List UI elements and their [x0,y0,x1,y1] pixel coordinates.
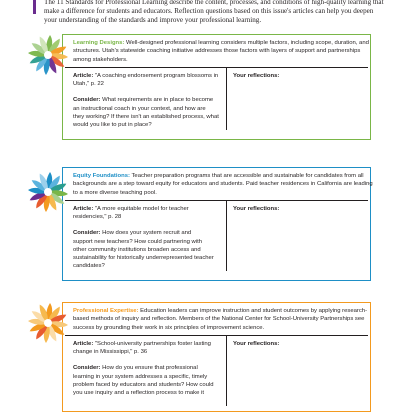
consider-label: Consider: [73,97,101,104]
standard-name: Professional Expertise: [73,308,139,314]
standard-text: Well-designed professional learning considers multiple factors, including scope, duration, and [124,40,369,46]
article-label: Article: [73,340,94,347]
article-cell [65,201,227,271]
standard-description [63,35,370,67]
standard-name: Learning Designs: [73,40,125,46]
equity-foundations-emblem-icon [25,169,71,215]
standard-box [62,167,371,281]
reflections-cell[interactable] [227,336,368,348]
standard-text: to a more diverse teaching pool. [73,189,157,196]
reflection-grid [65,200,368,271]
consider-label: Consider: [73,365,101,372]
standard-description [63,303,370,335]
standard-text: Education leaders can improve instruction and student outcomes by applying research- [138,308,368,314]
standard-text: success by grounding their work in six principles of improvement science. [73,324,265,331]
standard-text: structures. Utah's statewide coaching initiative addresses those factors with layers of support and partnerships [73,48,361,55]
standard-text: backgrounds are a step toward equity for educators and students. Paid teacher residences in California are leading [73,181,373,188]
consider-text: candidates? [73,263,105,270]
consider-text: How do you ensure that professional [100,365,198,372]
dropcap-t [30,0,38,14]
intro-line: your understanding of the standards and improve your professional learning. [44,16,262,25]
standard-box [62,302,371,412]
article-label: Article: [73,205,94,212]
reflection-grid [65,335,368,406]
standard-name: Equity Foundations: [73,173,130,179]
article-title: "A coaching endorsement program blossoms in [93,72,219,79]
consider-text: What requirements are in place to become [100,97,214,104]
consider-text: they working? If there isn't an established process, what [73,113,219,120]
reflections-label: Your reflections: [233,340,280,347]
standard-description [63,168,373,200]
consider-text: support new teachers? How could partnering with [73,238,203,245]
standard-box [62,34,371,140]
article-cell [65,336,227,406]
intro-line: make a difference for students and educators. Reflection questions based on this issue's articles can help you deepen [44,7,374,16]
article-title: "School-university partnerships foster lasting [93,340,211,347]
intro-text [44,0,384,26]
consider-text: learning in your system addresses a specific, timely [73,373,208,380]
reflections-label: Your reflections: [233,205,280,212]
consider-text: an instructional coach in your context, and how are [73,105,206,112]
consider-text: problem faced by educators and students? How could [73,381,214,388]
intro [0,0,400,24]
consider-text: other community institutions broaden access and [73,246,201,253]
reflections-cell[interactable] [227,201,368,213]
standard-text: based methods of inquiry and reflection. Members of the National Center for School-University Partnerships see [73,316,365,323]
standard-text: among stakeholders. [73,56,128,63]
consider-text: How does your system recruit and [100,230,192,237]
consider-text: sustainability for historically underrepresented teacher [73,254,214,261]
professional-expertise-emblem-icon [25,300,71,346]
consider-text: would you like to put in place? [73,121,152,128]
reflections-cell[interactable] [227,68,368,80]
reflection-grid [65,67,368,130]
standard-text: Teacher preparation programs that are accessible and sustainable for candidates from all [129,173,364,179]
article-title: change in Mississippi," p. 36 [73,349,148,356]
consider-label: Consider: [73,230,101,237]
reflections-label: Your reflections: [233,72,280,79]
consider-text: you use inquiry and a reflection process to make it [73,389,204,396]
article-title: "A more equitable model for teacher [93,205,189,212]
article-label: Article: [73,72,94,79]
article-title: Utah," p. 22 [73,81,104,88]
article-title: residencies," p. 28 [73,214,122,221]
article-cell [65,68,227,130]
learning-designs-emblem-icon [25,32,71,78]
intro-line: The 11 Standards for Professional Learning describe the content, processes, and conditions of high-quality learning that [44,0,384,6]
